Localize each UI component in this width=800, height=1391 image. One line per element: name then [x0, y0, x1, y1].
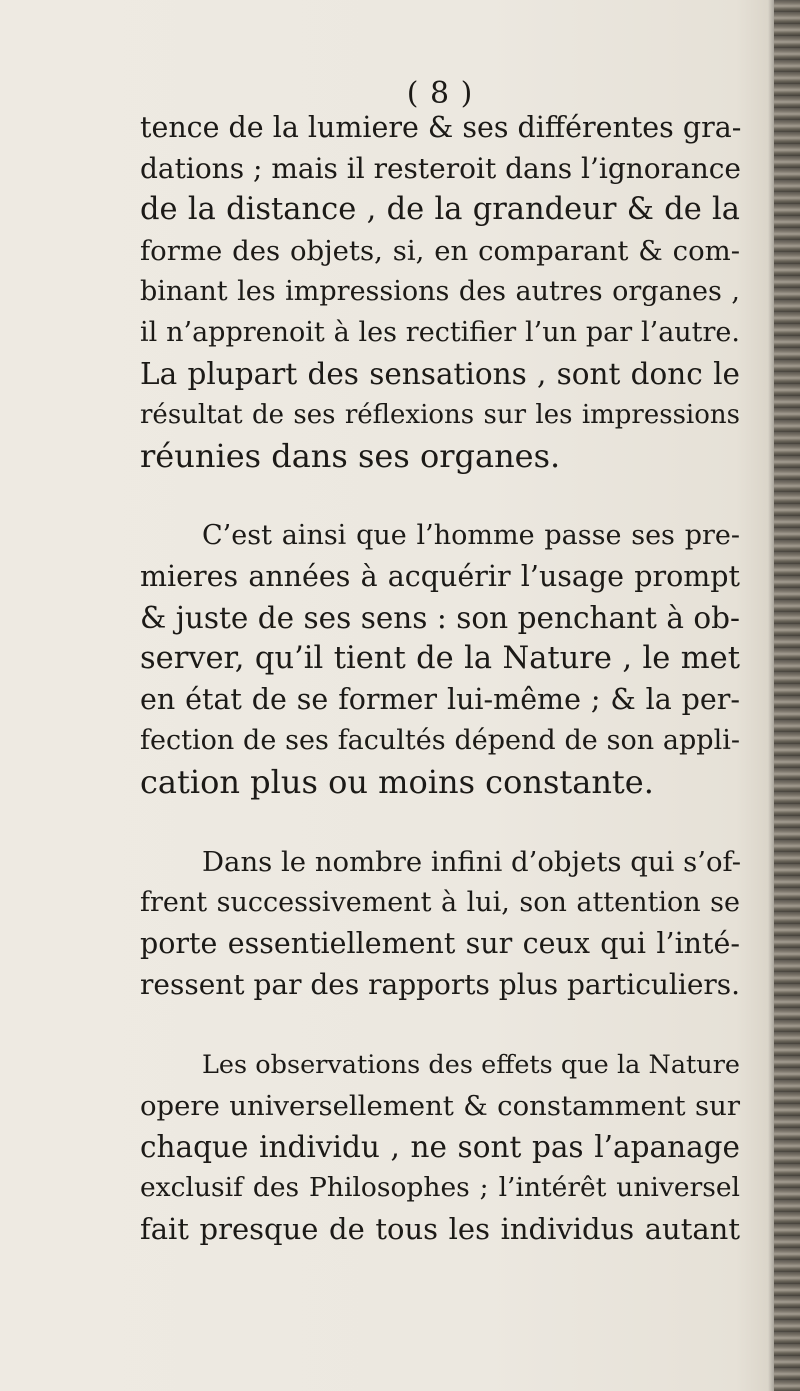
- text-line: fait presque de tous les individus autant: [140, 1212, 740, 1246]
- page-header: [0, 76, 800, 111]
- text-line: Dans le nombre infini d’objets qui s’of-: [202, 846, 741, 878]
- text-line: binant les impressions des autres organes ,: [140, 276, 740, 307]
- text-line: mieres années à acquérir l’usage prompt: [140, 560, 740, 593]
- text-line: La plupart des sensations , sont donc le: [140, 357, 740, 391]
- text-line: de la distance , de la grandeur & de la: [140, 192, 740, 227]
- text-line: server, qu’il tient de la Nature , le met: [140, 641, 740, 676]
- page-number: ( 8 ): [406, 76, 474, 111]
- text-line: ressent par des rapports plus particuliers.: [140, 968, 741, 1001]
- text-line: exclusif des Philosophes ; l’intérêt universel: [140, 1172, 740, 1203]
- text-line: & juste de ses sens : son penchant à ob-: [140, 601, 740, 635]
- page-binding-edge: [774, 0, 800, 1391]
- text-line: résultat de ses réflexions sur les impressions: [140, 400, 740, 430]
- text-line: frent successivement à lui, son attention se: [140, 887, 740, 918]
- text-line: tence de la lumiere & ses différentes gra-: [140, 111, 742, 144]
- text-line: porte essentiellement sur ceux qui l’inté-: [140, 927, 740, 960]
- text-line: chaque individu , ne sont pas l’apanage: [140, 1130, 740, 1164]
- text-line: dations ; mais il resteroit dans l’ignorance: [140, 152, 742, 185]
- text-line: en état de se former lui-même ; & la per-: [140, 683, 740, 716]
- text-line: réunies dans ses organes.: [140, 437, 561, 475]
- text-line: forme des objets, si, en comparant & com-: [140, 235, 740, 267]
- text-line: C’est ainsi que l’homme passe ses pre-: [202, 520, 740, 551]
- text-line: il n’apprenoit à les rectifier l’un par l’autre.: [140, 317, 740, 348]
- text-line: Les observations des effets que la Nature: [202, 1050, 740, 1080]
- text-line: opere universellement & constamment sur: [140, 1090, 740, 1122]
- text-line: fection de ses facultés dépend de son appli-: [140, 725, 740, 756]
- text-line: cation plus ou moins constante.: [140, 763, 654, 801]
